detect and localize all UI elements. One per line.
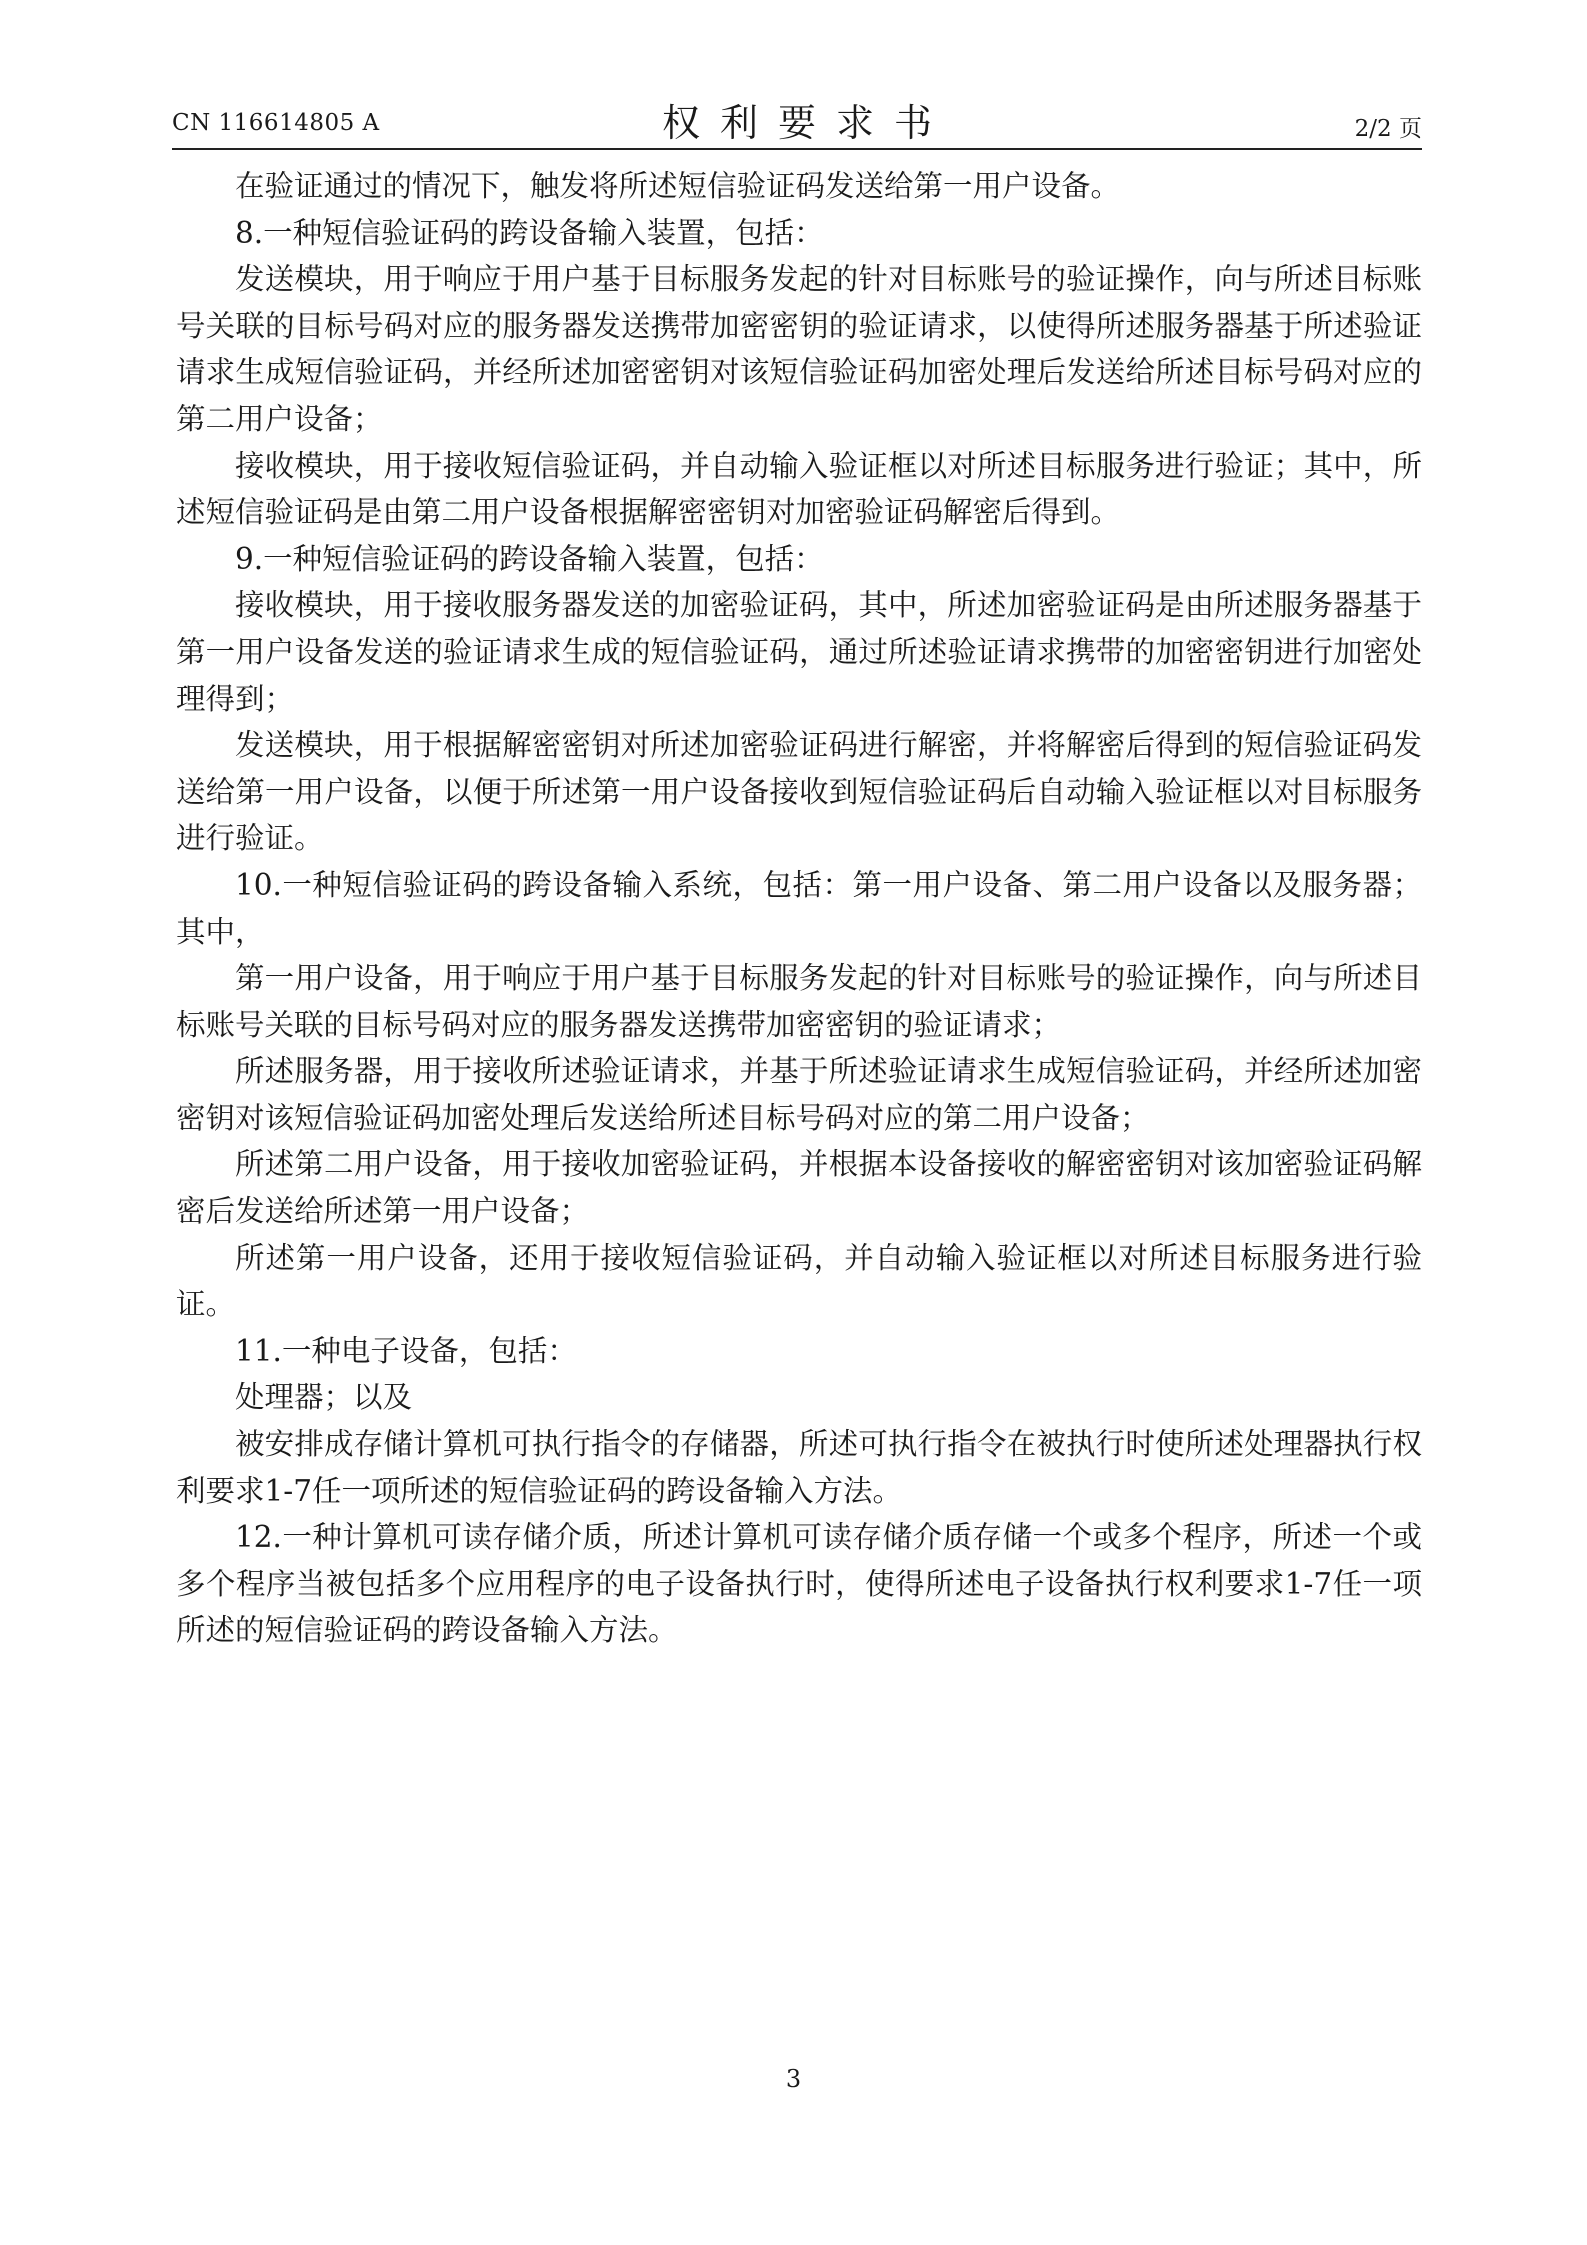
page-number: 3 — [785, 2065, 802, 2093]
claim-paragraph: 11.一种电子设备，包括： — [235, 1333, 577, 1368]
claim-paragraph: 被安排成存储计算机可执行指令的存储器，所述可执行指令在被执行时使所述处理器执行权利要求1-7任一项所述的短信验证码的跨设备输入方法。 — [176, 1427, 1422, 1508]
claims-body — [176, 163, 1422, 1654]
claim-paragraph: 接收模块，用于接收服务器发送的加密验证码，其中，所述加密验证码是由所述服务器基于第一用户设备发送的验证请求生成的短信验证码，通过所述验证请求携带的加密密钥进行加密处理得到； — [176, 588, 1422, 716]
page-header — [172, 92, 1422, 148]
header-divider — [172, 148, 1422, 150]
claim-paragraph: 所述服务器，用于接收所述验证请求，并基于所述验证请求生成短信验证码，并经所述加密密钥对该短信验证码加密处理后发送给所述目标号码对应的第二用户设备； — [176, 1054, 1422, 1135]
claim-paragraph: 发送模块，用于响应于用户基于目标服务发起的针对目标账号的验证操作，向与所述目标账号关联的目标号码对应的服务器发送携带加密密钥的验证请求，以使得所述服务器基于所述验证请求生成短信验证码，并经所述加密密钥对该短信验证码加密处理后发送给所述目标号码对应的第二用户设备； — [176, 262, 1422, 436]
claim-paragraph: 第一用户设备，用于响应于用户基于目标服务发起的针对目标账号的验证操作，向与所述目标账号关联的目标号码对应的服务器发送携带加密密钥的验证请求； — [176, 961, 1422, 1042]
claim-paragraph: 接收模块，用于接收短信验证码，并自动输入验证框以对所述目标服务进行验证；其中，所述短信验证码是由第二用户设备根据解密密钥对加密验证码解密后得到。 — [176, 448, 1422, 530]
publication-number: CN 116614805 A — [172, 110, 380, 136]
claim-paragraph: 发送模块，用于根据解密密钥对所述加密验证码进行解密，并将解密后得到的短信验证码发送给第一用户设备，以便于所述第一用户设备接收到短信验证码后自动输入验证框以对目标服务进行验证。 — [176, 728, 1422, 856]
claim-paragraph: 10.一种短信验证码的跨设备输入系统，包括：第一用户设备、第二用户设备以及服务器；其中， — [176, 867, 1422, 949]
claim-paragraph: 在验证通过的情况下，触发将所述短信验证码发送给第一用户设备。 — [235, 169, 1121, 203]
claim-paragraph: 12.一种计算机可读存储介质，所述计算机可读存储介质存储一个或多个程序，所述一个或多个程序当被包括多个应用程序的电子设备执行时，使得所述电子设备执行权利要求1-7任一项所述的短信验证码的跨设备输入方法。 — [176, 1520, 1422, 1648]
claim-paragraph: 8.一种短信验证码的跨设备输入装置，包括： — [235, 215, 824, 250]
page-indicator: 2/2 页 — [1354, 116, 1422, 142]
document-title: 权利要求书 — [661, 101, 952, 145]
claim-paragraph: 9.一种短信验证码的跨设备输入装置，包括： — [235, 541, 824, 576]
claim-paragraph: 处理器；以及 — [235, 1380, 413, 1415]
claim-paragraph: 所述第一用户设备，还用于接收短信验证码，并自动输入验证框以对所述目标服务进行验证。 — [176, 1240, 1422, 1322]
claim-paragraph: 所述第二用户设备，用于接收加密验证码，并根据本设备接收的解密密钥对该加密验证码解密后发送给所述第一用户设备； — [176, 1147, 1422, 1229]
